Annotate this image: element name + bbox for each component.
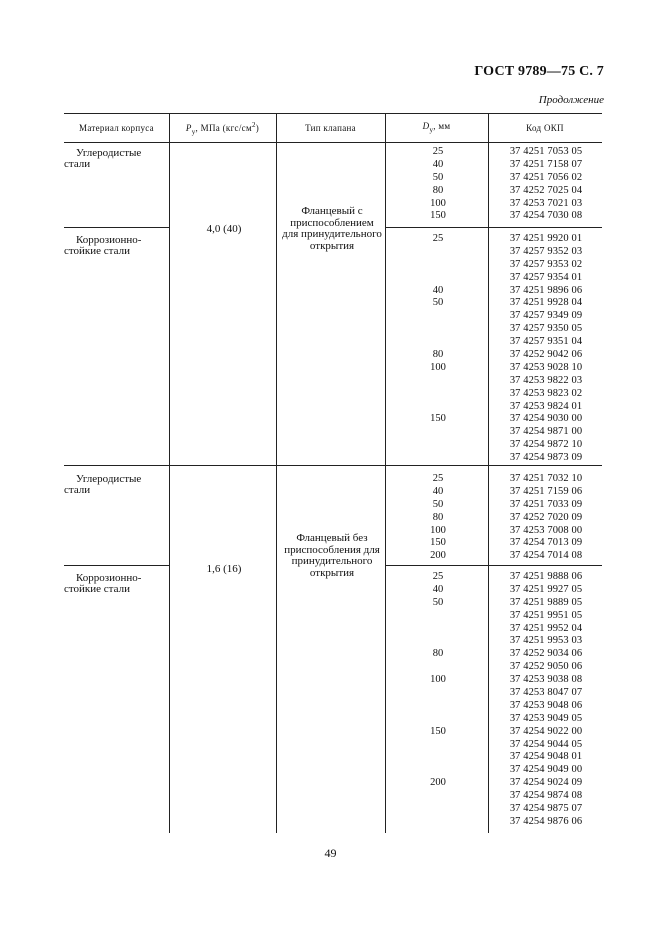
pressure-subscript: у — [191, 127, 196, 136]
dn-value — [388, 635, 488, 648]
okp-code: 37 4251 7158 07 — [509, 158, 583, 170]
dn-value: 150 — [430, 725, 446, 737]
section-separator — [64, 465, 602, 466]
dn-value — [388, 803, 488, 816]
okp-column — [491, 146, 601, 223]
dn-value — [388, 751, 488, 764]
okp-code: 37 4254 9874 08 — [509, 790, 583, 802]
dn-value — [388, 700, 488, 713]
okp-code: 37 4254 9871 00 — [509, 426, 583, 438]
table-top-rule — [64, 113, 602, 114]
valve-type-line: для принудительного — [282, 228, 382, 240]
okp-code: 37 4251 9928 04 — [509, 297, 583, 309]
dn-value — [388, 388, 488, 401]
material-line: Углеродистые — [76, 473, 142, 485]
okp-code: 37 4251 7053 05 — [509, 146, 583, 157]
dn-value — [388, 439, 488, 452]
dn-value — [388, 375, 488, 388]
dn-value — [388, 790, 488, 803]
okp-code: 37 4251 9927 05 — [509, 583, 583, 595]
dn-units: , мм — [433, 121, 451, 131]
okp-code: 37 4254 9049 00 — [509, 764, 583, 776]
okp-code: 37 4257 9350 05 — [509, 323, 583, 335]
material-line: Углеродистые — [76, 147, 142, 159]
dn-value: 50 — [432, 596, 444, 608]
dn-value: 100 — [430, 197, 446, 209]
okp-column — [491, 571, 601, 829]
dn-value: 200 — [430, 550, 446, 562]
okp-code: 37 4253 7021 03 — [509, 197, 583, 209]
okp-code: 37 4257 9349 09 — [509, 310, 583, 322]
dn-value: 25 — [432, 473, 444, 484]
group-separator — [385, 227, 602, 228]
dn-value — [388, 610, 488, 623]
okp-code: 37 4254 9873 09 — [509, 452, 583, 464]
continuation-label: Продолжение — [538, 94, 604, 106]
material-cell — [64, 148, 164, 170]
pressure-cell: 1,6 (16) — [206, 563, 242, 575]
okp-code: 37 4254 9876 06 — [509, 815, 583, 827]
dn-value: 80 — [432, 184, 444, 196]
header-dn — [385, 121, 488, 134]
dn-value: 100 — [430, 674, 446, 686]
okp-column — [491, 233, 601, 465]
okp-code: 37 4257 9352 03 — [509, 245, 583, 257]
dn-value: 150 — [430, 537, 446, 549]
dn-value: 25 — [432, 233, 444, 244]
okp-code: 37 4253 9822 03 — [509, 374, 583, 386]
dn-value — [388, 739, 488, 752]
dn-value — [388, 246, 488, 259]
okp-code: 37 4251 7159 06 — [509, 485, 583, 497]
okp-code: 37 4254 7030 08 — [509, 210, 583, 222]
dn-value — [388, 310, 488, 323]
dn-value — [388, 661, 488, 674]
pressure-units: , МПа (кгс/см — [195, 123, 252, 133]
dn-value — [388, 713, 488, 726]
header-material: Материал корпуса — [79, 123, 154, 133]
group-separator — [385, 565, 602, 566]
material-line: стойкие стали — [64, 245, 130, 257]
dn-value: 80 — [432, 511, 444, 523]
dn-value: 40 — [432, 583, 444, 595]
material-line: стали — [64, 484, 91, 496]
dn-value: 150 — [430, 413, 446, 425]
okp-code: 37 4257 9353 02 — [509, 258, 583, 270]
okp-code: 37 4254 9048 01 — [509, 751, 583, 763]
okp-code: 37 4254 7014 08 — [509, 550, 583, 562]
okp-code: 37 4251 9896 06 — [509, 284, 583, 296]
dn-value: 40 — [432, 158, 444, 170]
material-cell — [64, 235, 164, 257]
okp-code: 37 4251 9952 04 — [509, 622, 583, 634]
header-valve-type: Тип клапана — [305, 123, 356, 133]
dn-value — [388, 623, 488, 636]
dn-value — [388, 336, 488, 349]
okp-code: 37 4254 9022 00 — [509, 725, 583, 737]
dn-value: 80 — [432, 648, 444, 660]
material-line: стойкие стали — [64, 583, 130, 595]
dn-column — [388, 571, 488, 829]
dn-column — [388, 146, 488, 223]
dn-subscript: у — [429, 125, 434, 134]
group-separator — [64, 227, 169, 228]
table-header-rule — [64, 142, 602, 143]
dn-column — [388, 233, 488, 465]
okp-code: 37 4252 9050 06 — [509, 661, 583, 673]
okp-code: 37 4251 7056 02 — [509, 171, 583, 183]
dn-value — [388, 426, 488, 439]
dn-value: 25 — [432, 146, 444, 157]
dn-value: 50 — [432, 171, 444, 183]
group-separator — [64, 565, 169, 566]
okp-code: 37 4252 9034 06 — [509, 648, 583, 660]
valve-type-line: открытия — [309, 239, 355, 252]
dn-value: 40 — [432, 284, 444, 296]
valve-type-line: открытия — [309, 566, 355, 579]
header-okp: Код ОКП — [526, 123, 564, 133]
dn-value: 50 — [432, 297, 444, 309]
okp-code: 37 4252 9042 06 — [509, 349, 583, 361]
dn-value: 25 — [432, 571, 444, 582]
okp-code: 37 4252 7020 09 — [509, 511, 583, 523]
valve-type-line: приспособлением — [290, 216, 374, 229]
okp-code: 37 4254 9030 00 — [509, 413, 583, 425]
dn-value — [388, 764, 488, 777]
dn-value — [388, 323, 488, 336]
okp-code: 37 4257 9351 04 — [509, 336, 583, 348]
okp-code: 37 4254 7013 09 — [509, 537, 583, 549]
okp-code: 37 4253 9028 10 — [509, 361, 583, 373]
okp-code: 37 4254 9875 07 — [509, 803, 583, 815]
okp-column — [491, 473, 601, 563]
dn-value: 200 — [430, 777, 446, 789]
material-cell — [64, 474, 164, 496]
material-cell — [64, 573, 164, 595]
okp-code: 37 4251 9951 05 — [509, 609, 583, 621]
okp-code: 37 4253 9038 08 — [509, 674, 583, 686]
page-number: 49 — [324, 846, 337, 860]
dn-value: 50 — [432, 498, 444, 510]
column-divider-2 — [276, 113, 277, 833]
dn-symbol: D — [422, 121, 430, 131]
valve-type-line: Фланцевый с — [301, 205, 363, 217]
dn-value — [388, 259, 488, 272]
dn-value: 100 — [430, 361, 446, 373]
okp-code: 37 4253 9049 05 — [509, 712, 583, 724]
valve-type-cell — [279, 206, 385, 252]
material-line: Коррозионно- — [76, 572, 142, 584]
okp-code: 37 4252 7025 04 — [509, 184, 583, 196]
pressure-superscript: 2 — [251, 121, 256, 129]
pressure-symbol: P — [185, 123, 192, 133]
okp-code: 37 4254 9044 05 — [509, 738, 583, 750]
okp-code: 37 4254 9024 09 — [509, 777, 583, 789]
header-pressure — [169, 121, 276, 136]
material-line: стали — [64, 158, 91, 170]
dn-value: 100 — [430, 524, 446, 536]
valve-type-cell — [279, 533, 385, 579]
dn-value: 80 — [432, 349, 444, 361]
dn-value — [388, 816, 488, 829]
column-divider-3 — [385, 113, 386, 833]
okp-code: 37 4254 9872 10 — [509, 439, 583, 451]
dn-value: 40 — [432, 485, 444, 497]
pressure-close: ) — [255, 123, 260, 133]
okp-code: 37 4251 9953 03 — [509, 635, 583, 647]
okp-code: 37 4251 9920 01 — [509, 233, 583, 244]
okp-code: 37 4253 9824 01 — [509, 400, 583, 412]
okp-code: 37 4253 7008 00 — [509, 524, 583, 536]
dn-value: 150 — [430, 210, 446, 222]
okp-code: 37 4253 9048 06 — [509, 699, 583, 711]
column-divider-1 — [169, 113, 170, 833]
valve-type-line: приспособления для — [284, 543, 380, 556]
okp-code: 37 4251 9888 06 — [509, 571, 583, 582]
dn-value — [388, 401, 488, 414]
okp-code: 37 4257 9354 01 — [509, 271, 583, 283]
okp-code: 37 4251 9889 05 — [509, 596, 583, 608]
okp-code: 37 4253 9823 02 — [509, 387, 583, 399]
column-divider-4 — [488, 113, 489, 833]
valve-type-line: Фланцевый без — [296, 532, 368, 544]
pressure-cell: 4,0 (40) — [206, 223, 242, 235]
dn-value — [388, 452, 488, 465]
material-line: Коррозионно- — [76, 234, 142, 246]
valve-type-line: принудительного — [291, 555, 373, 567]
dn-value — [388, 687, 488, 700]
okp-code: 37 4253 8047 07 — [509, 687, 583, 699]
page-header: ГОСТ 9789—75 С. 7 — [474, 64, 604, 79]
okp-code: 37 4251 7032 10 — [509, 473, 583, 484]
dn-value — [388, 272, 488, 285]
dn-column — [388, 473, 488, 563]
okp-code: 37 4251 7033 09 — [509, 498, 583, 510]
